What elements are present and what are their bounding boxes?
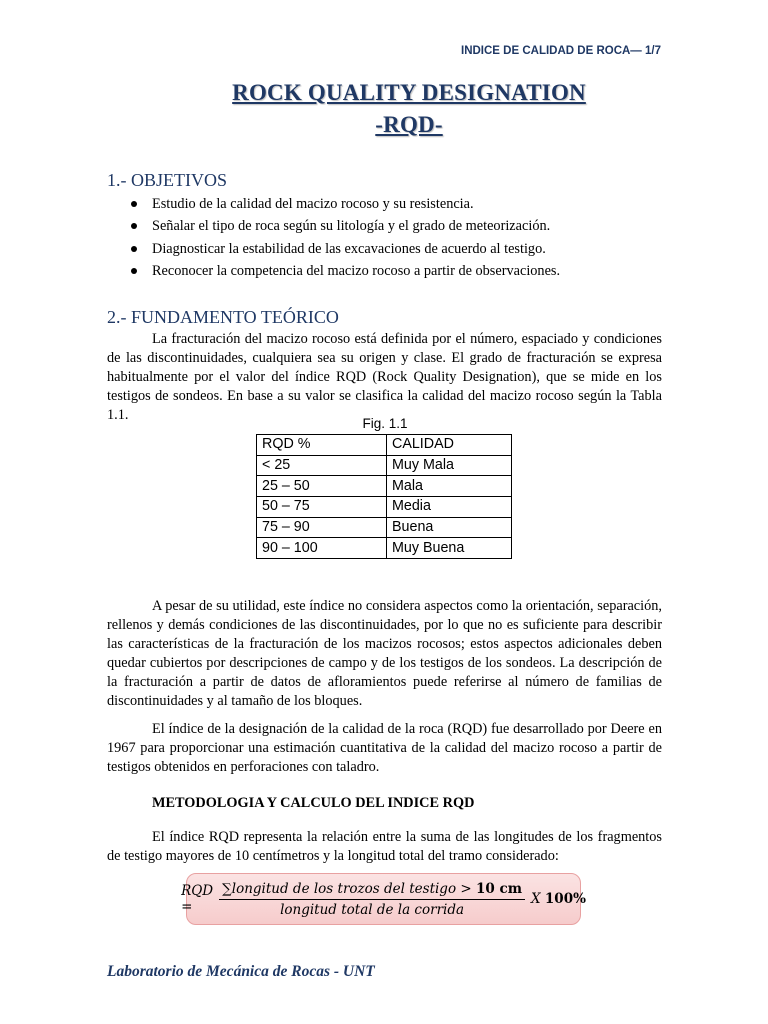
table-header-cell: CALIDAD	[387, 435, 512, 456]
table-row	[257, 455, 512, 476]
table-cell: Muy Buena	[387, 538, 512, 559]
table-cell: 50 – 75	[257, 497, 387, 518]
table-cell: Mala	[387, 476, 512, 497]
table-cell: 90 – 100	[257, 538, 387, 559]
table-cell: Muy Mala	[387, 455, 512, 476]
list-item: Diagnosticar la estabilidad de las excavaciones de acuerdo al testigo.	[107, 238, 667, 260]
rqd-quality-table	[256, 434, 512, 559]
paragraph-deere: El índice de la designación de la calidad de la roca (RQD) fue desarrollado por Deere en 1967 para proporcionar una estimación cuantitativa de la calidad del macizo rocoso a partir de testigos obtenidos en perforaciones con taladro.	[107, 721, 662, 775]
table-cell: < 25	[257, 455, 387, 476]
list-item: Señalar el tipo de roca según su litología y el grado de meteorización.	[107, 215, 667, 237]
page-footer: Laboratorio de Mecánica de Rocas - UNT	[107, 963, 375, 980]
formula-lhs: RQD =	[181, 883, 214, 915]
table-row	[257, 476, 512, 497]
table-cell: Media	[387, 497, 512, 518]
objectives-list	[107, 193, 667, 282]
document-subtitle: -RQD-	[375, 112, 443, 137]
formula-percent: 100%	[544, 891, 586, 907]
formula-numerator	[219, 881, 525, 900]
table-header-cell: RQD %	[257, 435, 387, 456]
table-row	[257, 517, 512, 538]
page-header: INDICE DE CALIDAD DE ROCA— 1/7	[461, 45, 661, 57]
rqd-formula	[181, 873, 586, 925]
section-heading-fundamento: 2.- FUNDAMENTO TEÓRICO	[107, 307, 339, 327]
subheading-metodologia: METODOLOGIA Y CALCULO DEL INDICE RQD	[152, 795, 475, 811]
table-cell: 25 – 50	[257, 476, 387, 497]
numerator-text: ∑longitud de los trozos del testigo >	[222, 880, 476, 897]
list-item: Estudio de la calidad del macizo rocoso y su resistencia.	[107, 193, 667, 215]
table-cell: 75 – 90	[257, 517, 387, 538]
formula-denominator: longitud total de la corrida	[280, 901, 465, 918]
paragraph-utilidad: A pesar de su utilidad, este índice no considera aspectos como la orientación, separación, rellenos y demás condiciones de las discontinuidades, por lo que no es suficiente para describir las características de la fracturación de los macizos rocosos; estos aspectos adicionales deben quedar cubiertos por descripciones de campo y de los testigos de los sondeos. La descripción de la fracturación a partir de datos de afloramientos puede referirse al número de familias de discontinuidades y al tamaño de los bloques.	[107, 598, 662, 709]
table-row	[257, 497, 512, 518]
paragraph-rqd-definition: El índice RQD representa la relación entre la suma de las longitudes de los fragmentos de testigo mayores de 10 centímetros y la longitud total del tramo considerado:	[107, 829, 662, 864]
figure-caption: Fig. 1.1	[362, 416, 408, 431]
table-cell: Buena	[387, 517, 512, 538]
formula-multiplier: X	[530, 891, 541, 907]
numerator-value: 10 cm	[475, 880, 522, 897]
table-row	[257, 538, 512, 559]
table-header-row	[257, 435, 512, 456]
section-heading-objetivos: 1.- OBJETIVOS	[107, 170, 227, 190]
formula-fraction	[219, 881, 525, 918]
list-item: Reconocer la competencia del macizo rocoso a partir de observaciones.	[107, 260, 667, 282]
document-title: ROCK QUALITY DESIGNATION	[232, 80, 586, 105]
paragraph-fracturacion: La fracturación del macizo rocoso está definida por el número, espaciado y condiciones de las discontinuidades, cualquiera sea su origen y clase. El grado de fracturación se expresa habitualmente por el valor del índice RQD (Rock Quality Designation), que se mide en los testigos de sondeos. En base a su valor se clasifica la calidad del macizo rocoso según la Tabla 1.1.	[107, 331, 662, 423]
